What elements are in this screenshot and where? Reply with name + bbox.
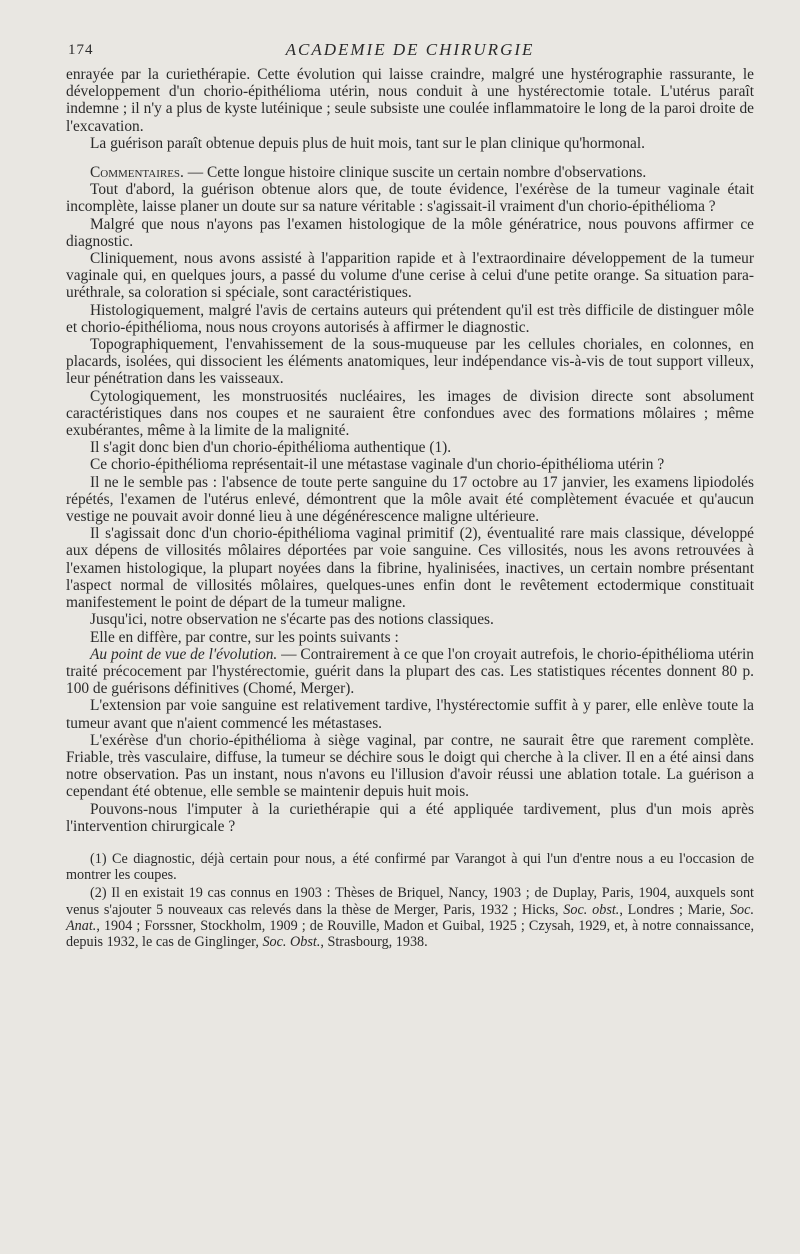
paragraph: Malgré que nous n'ayons pas l'examen histologique de la môle génératrice, nous pouvons affirmer ce diagnostic. <box>66 215 754 250</box>
footnote-1: (1) Ce diagnostic, déjà certain pour nous, a été confirmé par Varangot à qui l'un d'entre nous a eu l'occasion de montrer les coupes. <box>66 850 754 884</box>
running-title: ACADEMIE DE CHIRURGIE <box>285 40 535 59</box>
paragraph: Histologiquement, malgré l'avis de certains auteurs qui prétendent qu'il est très difficile de distinguer môle et chorio-épithélioma, nous nous croyons autorisés à affirmer le diagnostic. <box>66 301 754 336</box>
paragraph: Tout d'abord, la guérison obtenue alors que, de toute évidence, l'exérèse de la tumeur vaginale était incomplète, laisse planer un doute sur sa nature véritable : s'agissait-il vraiment d'un chorio-épithélioma ? <box>66 181 754 216</box>
paragraph: Cliniquement, nous avons assisté à l'apparition rapide et à l'extraordinaire développement de la tumeur vaginale qui, en quelques jours, a passé du volume d'une cerise à celui d'une petite orange. Sa situation para-uréthrale, sa coloration si spéciale, sont caractéristiques. <box>66 250 754 302</box>
paragraph <box>66 164 754 181</box>
paragraph: Pouvons-nous l'imputer à la curiethérapie qui a été appliquée tardivement, plus d'un mois après l'intervention chirurgicale ? <box>66 800 754 835</box>
paragraph: Il s'agit donc bien d'un chorio-épithélioma authentique (1). <box>90 439 452 457</box>
footnote-text: , Strasbourg, 1938. <box>320 933 428 950</box>
paragraph: Jusqu'ici, notre observation ne s'écarte pas des notions classiques. <box>90 611 494 629</box>
paragraph-text: — Cette longue histoire clinique suscite un certain nombre d'observations. <box>187 164 647 182</box>
journal-title: Soc. Obst. <box>262 933 321 950</box>
footnote-2 <box>66 885 754 950</box>
paragraph-text: — Contrairement à ce que l'on croyait autrefois, le chorio-épithélioma utérin traité précocement par l'hystérectomie, guérit dans la plupart des cas. Les statistiques récentes donnent 80 p. 100 de guérisons définitives (Chomé, Merger). <box>66 645 754 698</box>
page-header <box>66 36 754 66</box>
paragraph: Il ne le semble pas : l'absence de toute perte sanguine du 17 octobre au 17 janvier, les examens lipiodolés répétés, l'examen de l'utérus enlevé, démontrent que la môle avait été complètement évacuée et qu'aucun vestige ne pouvait avoir donné lieu à une dégénérescence maligne ultérieure. <box>66 473 754 526</box>
paragraph: La guérison paraît obtenue depuis plus de huit mois, tant sur le plan clinique qu'hormonal. <box>90 134 646 152</box>
evolution-label: Au point de vue de l'évolution. <box>90 645 278 663</box>
footnotes <box>66 851 754 950</box>
commentaires-label: Commentaires. <box>90 164 184 182</box>
paragraph <box>66 646 754 698</box>
paragraph: Ce chorio-épithélioma représentait-il une métastase vaginale d'un chorio-épithélioma utérin ? <box>90 456 665 474</box>
paragraph: Cytologiquement, les monstruosités nucléaires, les images de division directe sont absolument caractéristiques dans nos coupes et ne sauraient être confondues avec des formations môlaires ; même exubérantes, même à la limite de la malignité. <box>66 387 754 440</box>
paragraph: Elle en diffère, par contre, sur les points suivants : <box>90 628 399 646</box>
paragraph: Topographiquement, l'envahissement de la sous-muqueuse par les cellules choriales, en colonnes, en placards, isolées, qui dissocient les éléments anatomiques, leur indépendance vis-à-vis de tout support villeux, leur pénétration dans les vaisseaux. <box>66 336 754 388</box>
journal-title: Soc. obst. <box>563 901 620 918</box>
footnote-text: , 1904 ; Forssner, Stockholm, 1909 ; de Rouville, Madon et Guibal, 1925 ; Czysah, 1929, et, à notre connaissance, depuis 1932, le cas de Ginglinger, <box>66 917 754 950</box>
paragraph: L'extension par voie sanguine est relativement tardive, l'hystérectomie suffit à y parer, elle enlève toute la tumeur avant que n'aient commencé les métastases. <box>66 697 754 732</box>
body-text <box>66 66 754 835</box>
paragraph: enrayée par la curiethérapie. Cette évolution qui laisse craindre, malgré une hystérographie rassurante, le développement d'un chorio-épithélioma utérin, nous conduit à une hystérectomie totale. L'utérus paraît indemne ; il n'y a plus de kyste lutéinique ; seule subsiste une coulée inflammatoire le long de la paroi droite de l'excavation. <box>66 66 754 135</box>
footnote-text: (2) Il en existait 19 cas connus en 1903 : Thèses de Briquel, Nancy, 1903 ; de Duplay, Paris, 1904, auxquels sont venus s'ajouter 5 nouveaux cas relevés dans la thèse de Merger, Paris, 1932 ; Hicks, <box>66 885 754 918</box>
paragraph: Il s'agissait donc d'un chorio-épithélioma vaginal primitif (2), éventualité rare mais classique, développé aux dépens de villosités môlaires déportées par voie sanguine. Ces villosités, nous les avons retrouvées à l'examen histologique, la plupart noyées dans la fibrine, hyalinisées, inactives, un certain nombre présentant l'aspect normal de villosités môlaires, quelques-unes enfin dont le revêtement ectodermique constituait manifestement le point de départ de la tumeur maligne. <box>66 525 754 612</box>
footnote-text: , Londres ; Marie, <box>619 901 730 918</box>
journal-title: Soc. Anat. <box>66 901 754 934</box>
page-number: 174 <box>68 42 94 58</box>
paragraph: L'exérèse d'un chorio-épithélioma à siège vaginal, par contre, ne saurait être que rarement complète. Friable, très vasculaire, diffuse, la tumeur se déchire sous le doigt qui cherche à la cliver. Il en a été ainsi dans notre observation. Pas un instant, nous n'avons eu l'illusion d'avoir réussi une ablation totale. La guérison a cependant été obtenue, elle semble se maintenir depuis huit mois. <box>66 731 754 801</box>
